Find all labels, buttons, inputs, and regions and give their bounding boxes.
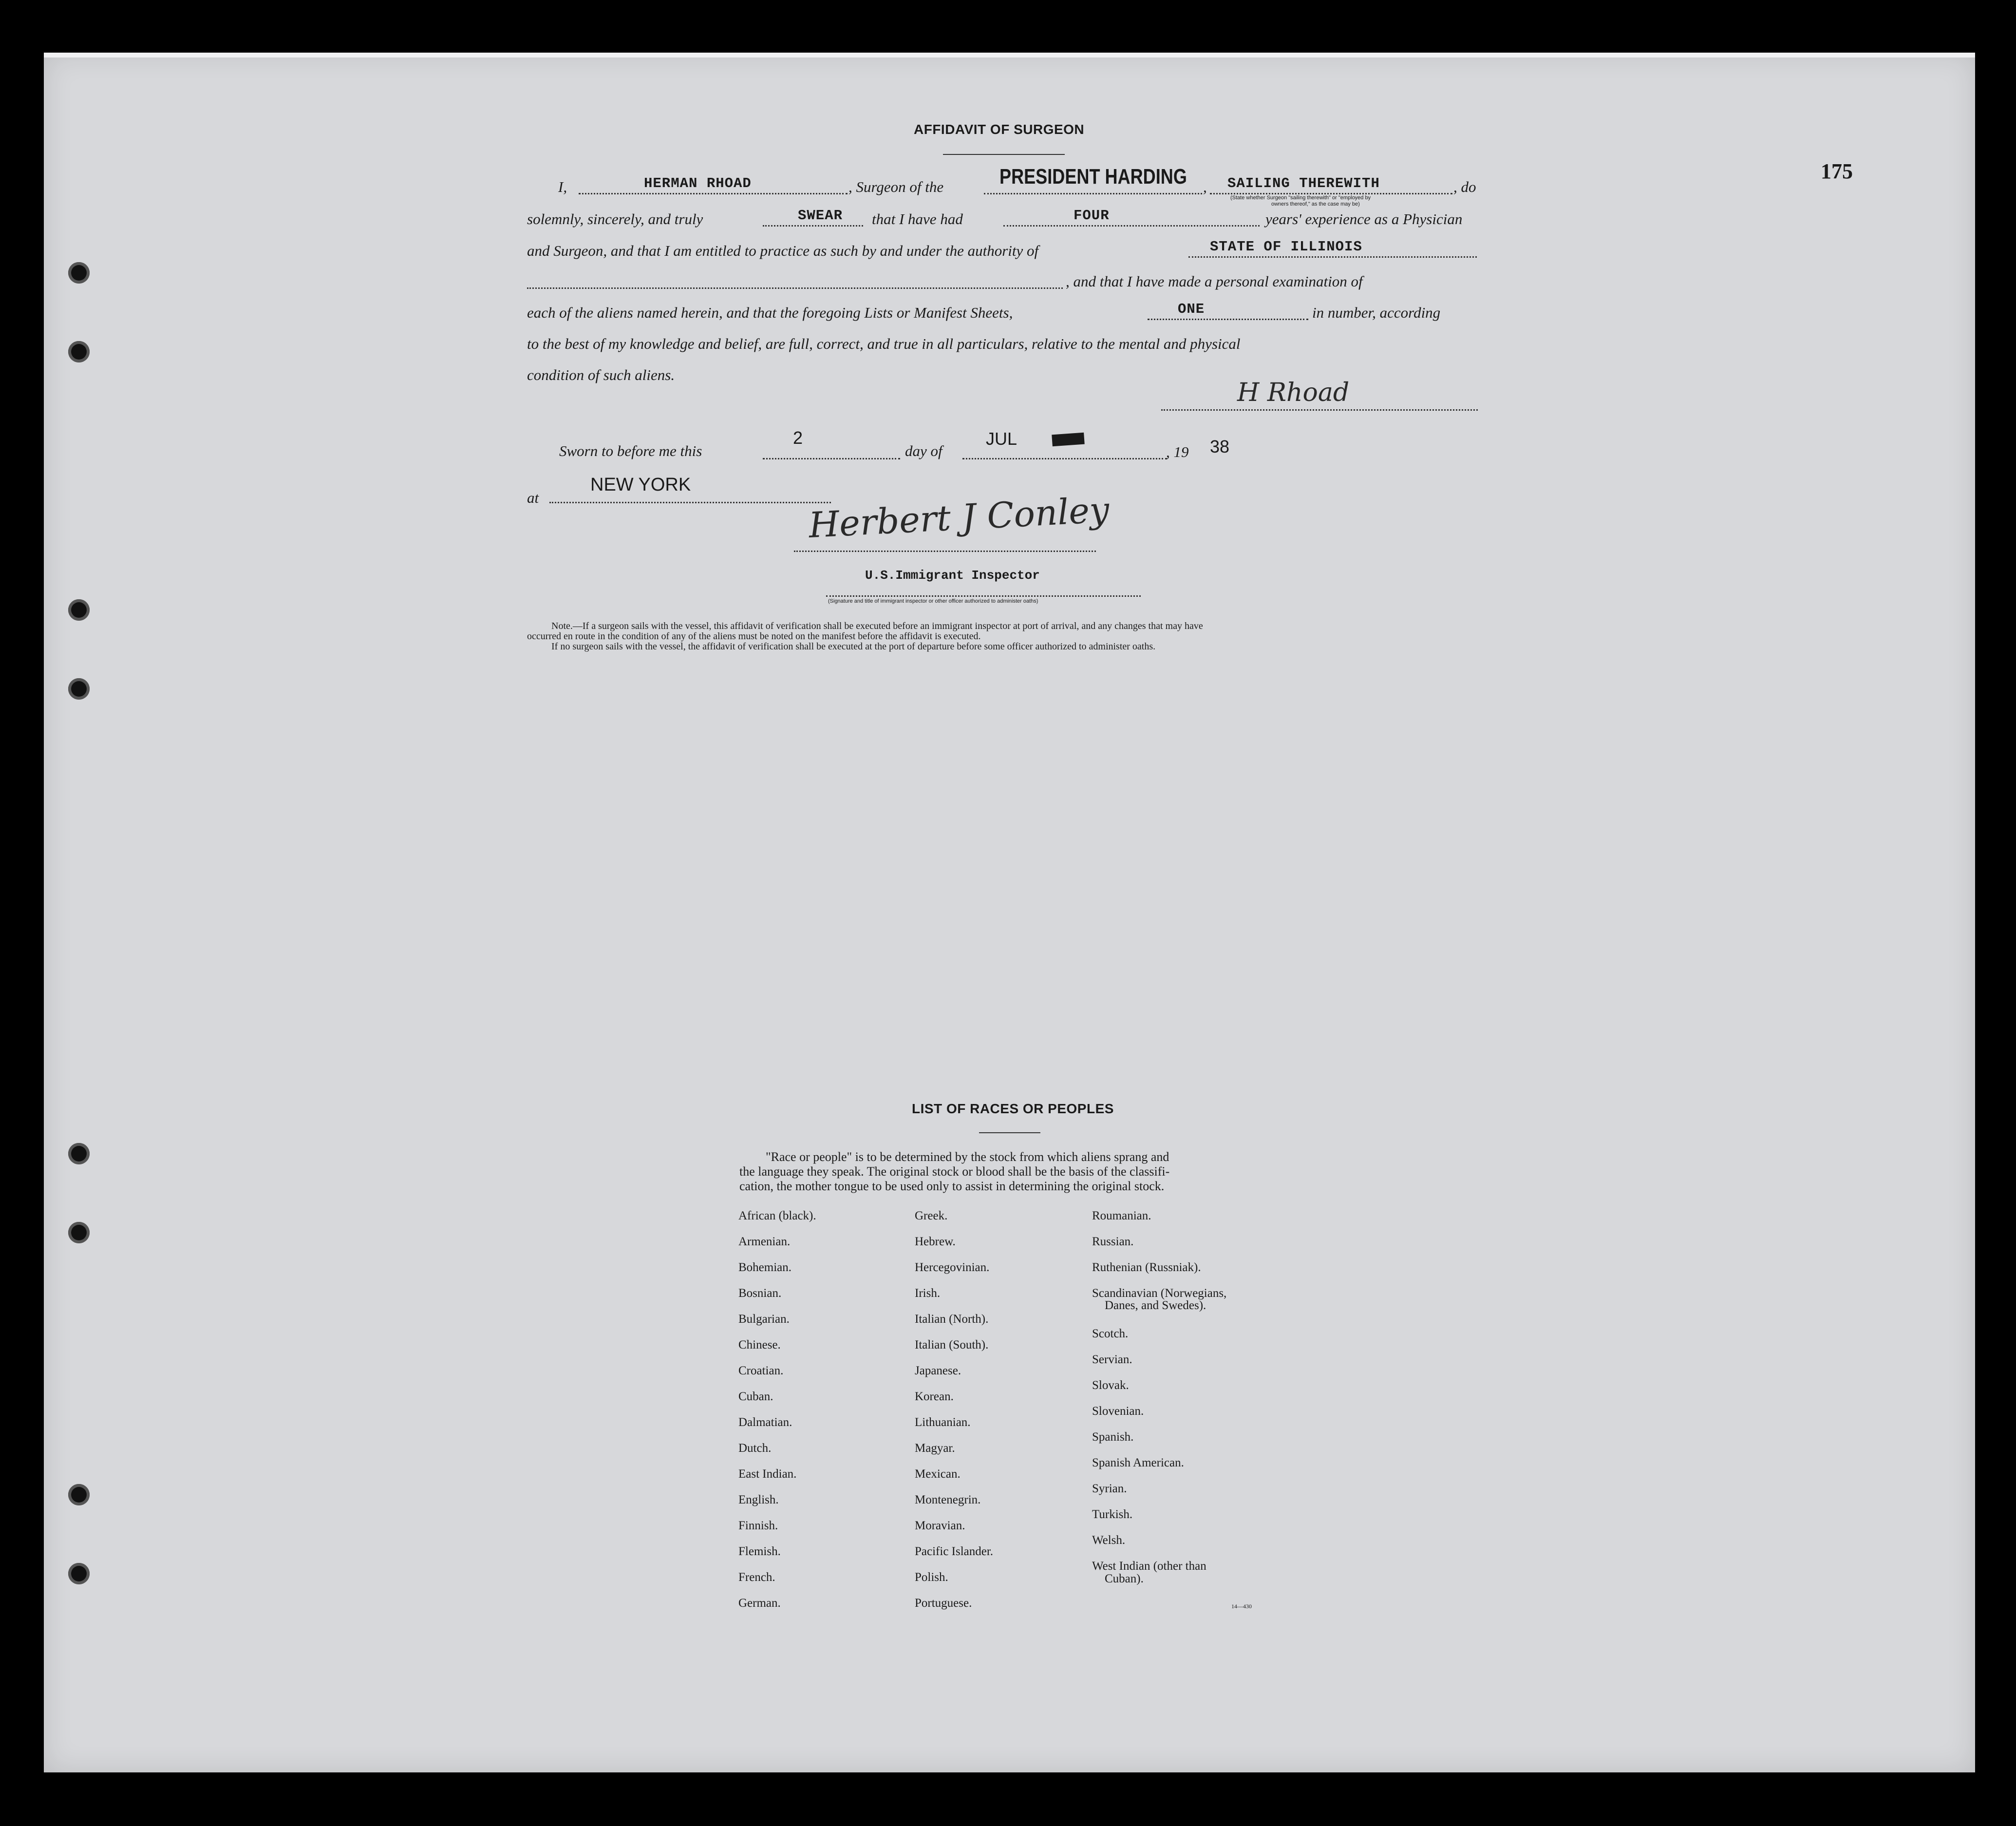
race-item: East Indian. <box>738 1467 797 1481</box>
race-item: Servian. <box>1092 1353 1132 1366</box>
race-item: Finnish. <box>738 1519 778 1532</box>
inspector-title: U.S.Immigrant Inspector <box>865 568 1040 583</box>
binder-hole <box>68 1143 90 1164</box>
binder-hole <box>68 341 90 362</box>
note-text: occurred en route in the condition of any of the aliens must be noted on the manifest before the affidavit is executed. <box>527 631 981 642</box>
oath-type: SWEAR <box>798 208 843 224</box>
surgeon-signature: H Rhoad <box>1237 378 1350 407</box>
race-item: Scotch. <box>1092 1327 1129 1340</box>
race-item: Dutch. <box>738 1442 772 1455</box>
note-text: If no surgeon sails with the vessel, the affidavit of verification shall be executed at the port of departure before some officer authorized to administer oaths. <box>551 641 1156 652</box>
race-item: Italian (North). <box>915 1312 989 1326</box>
surgeon-signature-line <box>1161 409 1478 411</box>
month-line <box>962 458 1167 459</box>
races-title: LIST OF RACES OR PEOPLES <box>912 1101 1114 1116</box>
sailing-line <box>1210 193 1452 194</box>
race-item: Cuban). <box>1105 1572 1144 1585</box>
affidavit-text: , do <box>1453 178 1476 195</box>
races-intro: cation, the mother tongue to be used only to assist in determining the original stock. <box>739 1179 1165 1193</box>
binder-hole <box>68 262 90 284</box>
race-item: Flemish. <box>738 1545 781 1558</box>
sheet-edge <box>44 53 1975 57</box>
race-item: Bohemian. <box>738 1261 792 1274</box>
affidavit-text: years' experience as a Physician <box>1265 210 1463 228</box>
race-item: Hebrew. <box>915 1235 956 1248</box>
years-line <box>1003 225 1260 227</box>
race-item: Slovak. <box>1092 1379 1129 1392</box>
affidavit-text: , <box>1203 178 1207 195</box>
race-item: Roumanian. <box>1092 1209 1151 1222</box>
redaction-mark <box>1052 433 1085 447</box>
sworn-day: 2 <box>793 428 803 448</box>
race-item: Mexican. <box>915 1467 961 1481</box>
race-item: Spanish. <box>1092 1430 1134 1444</box>
sworn-label: Sworn to before me this <box>559 442 702 459</box>
sworn-month: JUL <box>986 429 1017 449</box>
race-item: Montenegrin. <box>915 1493 981 1506</box>
binder-hole <box>68 599 90 621</box>
affidavit-title: AFFIDAVIT OF SURGEON <box>914 122 1085 137</box>
binder-hole <box>68 1484 90 1505</box>
race-item: Lithuanian. <box>915 1416 971 1429</box>
vessel-name: PRESIDENT HARDING <box>999 165 1187 189</box>
inspector-signature-line <box>794 551 1096 552</box>
affidavit-text: to the best of my knowledge and belief, are full, correct, and true in all particulars, relative to the mental and physical <box>527 335 1241 352</box>
race-item: Greek. <box>915 1209 948 1222</box>
place-line <box>549 502 831 503</box>
race-item: English. <box>738 1493 779 1506</box>
race-item: Croatian. <box>738 1364 784 1377</box>
race-item: Japanese. <box>915 1364 961 1377</box>
authority: STATE OF ILLINOIS <box>1210 239 1362 255</box>
page-number: 175 <box>1821 159 1853 183</box>
vessel-line <box>984 193 1202 194</box>
affidavit-text: , Surgeon of the <box>848 178 944 195</box>
signature-caption: (Signature and title of immigrant inspector or other officer authorized to administer oaths) <box>828 598 1038 604</box>
sailing-status: SAILING THEREWITH <box>1227 175 1380 191</box>
races-intro: "Race or people" is to be determined by the stock from which aliens sprang and <box>766 1150 1169 1164</box>
authority-line <box>1188 256 1477 258</box>
form-number: 14—430 <box>1231 1603 1252 1610</box>
race-item: Bulgarian. <box>738 1312 790 1326</box>
authority-line-2 <box>527 287 1063 289</box>
affidavit-text: each of the aliens named herein, and that the foregoing Lists or Manifest Sheets, <box>527 304 1013 321</box>
binder-hole <box>68 678 90 700</box>
race-item: Dalmatian. <box>738 1416 792 1429</box>
races-title-rule <box>979 1132 1040 1133</box>
race-item: Syrian. <box>1092 1482 1127 1495</box>
race-item: Magyar. <box>915 1442 955 1455</box>
race-item: Russian. <box>1092 1235 1134 1248</box>
binder-hole <box>68 1222 90 1243</box>
affidavit-text: condition of such aliens. <box>527 366 675 383</box>
race-item: Pacific Islander. <box>915 1545 994 1558</box>
race-item: Spanish American. <box>1092 1456 1184 1469</box>
race-item: Portuguese. <box>915 1597 972 1610</box>
race-item: Italian (South). <box>915 1338 989 1351</box>
binder-hole <box>68 1563 90 1584</box>
note-text: Note.—If a surgeon sails with the vessel, this affidavit of verification shall be executed before an immigrant inspector at port of arrival, and any changes that may have <box>551 621 1203 631</box>
race-item: Turkish. <box>1092 1508 1133 1521</box>
race-item: Scandinavian (Norwegians, <box>1092 1287 1227 1300</box>
race-item: Moravian. <box>915 1519 965 1532</box>
race-item: Slovenian. <box>1092 1405 1144 1418</box>
race-item: West Indian (other than <box>1092 1560 1206 1573</box>
affidavit-text: that I have had <box>872 210 963 228</box>
affidavit-text: in number, according <box>1312 304 1441 321</box>
day-line <box>763 458 900 459</box>
race-item: Bosnian. <box>738 1287 782 1300</box>
race-item: Armenian. <box>738 1235 791 1248</box>
years-experience: FOUR <box>1074 208 1110 224</box>
race-item: Hercegovinian. <box>915 1261 990 1274</box>
affidavit-text: solemnly, sincerely, and truly <box>527 210 703 228</box>
inspector-signature: Herbert J Conley <box>808 489 1111 546</box>
race-item: Irish. <box>915 1287 941 1300</box>
sheets-count: ONE <box>1178 301 1205 317</box>
sworn-place: NEW YORK <box>590 475 691 495</box>
affidavit-text: I, <box>558 178 567 195</box>
sailing-footnote: (State whether Surgeon "sailing therewith" or "employed by <box>1230 195 1371 201</box>
sailing-footnote: owners thereof," as the case may be) <box>1271 201 1360 207</box>
surgeon-name: HERMAN RHOAD <box>644 175 752 191</box>
race-item: Welsh. <box>1092 1534 1126 1547</box>
sworn-text: at <box>527 489 539 506</box>
oath-line <box>763 225 863 227</box>
race-item: German. <box>738 1597 781 1610</box>
sworn-text: , 19 <box>1166 443 1189 460</box>
races-intro: the language they speak. The original stock or blood shall be the basis of the classifi- <box>739 1164 1170 1179</box>
race-item: Cuban. <box>738 1390 773 1403</box>
race-item: African (black). <box>738 1209 816 1222</box>
sworn-year: 38 <box>1210 437 1230 456</box>
sheets-line <box>1148 319 1308 320</box>
race-item: Chinese. <box>738 1338 781 1351</box>
race-item: Korean. <box>915 1390 954 1403</box>
affidavit-text: , and that I have made a personal examination of <box>1066 273 1363 290</box>
race-item: Polish. <box>915 1571 948 1584</box>
title-rule <box>943 154 1065 155</box>
surgeon-name-line <box>579 193 848 194</box>
race-item: French. <box>738 1571 775 1584</box>
sworn-text: day of <box>905 442 942 459</box>
race-item: Danes, and Swedes). <box>1105 1299 1206 1312</box>
race-item: Ruthenian (Russniak). <box>1092 1261 1201 1274</box>
affidavit-text: and Surgeon, and that I am entitled to practice as such by and under the authority of <box>527 242 1039 259</box>
inspector-title-line <box>826 595 1141 597</box>
